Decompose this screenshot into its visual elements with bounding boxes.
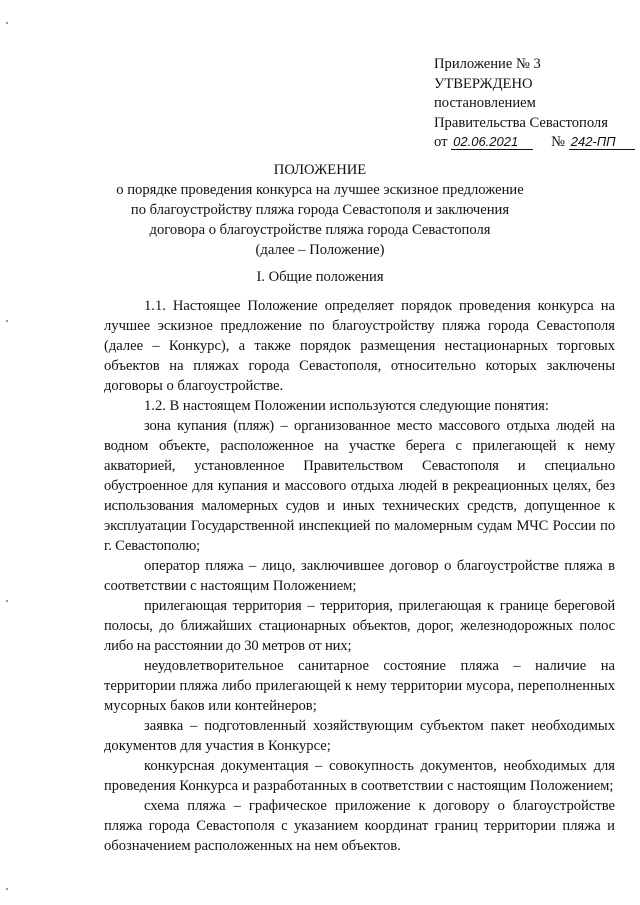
paragraph: прилегающая территория – территория, прилегающая к границе береговой полосы, до ближайших стационарных объектов, дорог, железнодорожных полос либо на расстоянии до 30 метров от них;: [104, 598, 615, 654]
appendix-number: Приложение № 3: [434, 56, 541, 72]
approval-block: [434, 55, 634, 153]
handwritten-date: 02.06.2021: [451, 134, 533, 150]
handwritten-number: 242-ПП: [569, 134, 635, 150]
document-title: [0, 160, 640, 260]
paragraph: 1.1. Настоящее Положение определяет порядок проведения конкурса на лучшее эскизное предложение по благоустройству пляжа города Севастополя (далее – Конкурс), а также порядок размещения нестационарных торговых объектов на пляжах города Севастополя, относительно которых заключены договоры о благоустройстве.: [104, 298, 615, 394]
number-label: №: [551, 134, 566, 150]
document-body: [104, 296, 615, 856]
resolution-label: постановлением: [434, 95, 536, 111]
title-line: договора о благоустройстве пляжа города Севастополя: [149, 222, 491, 238]
scan-speck: [6, 320, 8, 322]
government-label: Правительства Севастополя: [434, 114, 608, 131]
section-heading: I. Общие положения: [256, 269, 384, 285]
title-line: о порядке проведения конкурса на лучшее эскизное предложение: [116, 182, 524, 198]
from-label: от: [434, 134, 448, 150]
scan-speck: [6, 600, 8, 602]
scan-speck: [6, 888, 8, 890]
paragraph: неудовлетворительное санитарное состояние пляжа – наличие на территории пляжа либо прилегающей к нему территории мусора, переполненных мусорных баков или контейнеров;: [104, 658, 615, 714]
paragraph: оператор пляжа – лицо, заключившее договор о благоустройстве пляжа в соответствии с настоящим Положением;: [104, 558, 615, 594]
paragraph: 1.2. В настоящем Положении используются следующие понятия:: [144, 398, 549, 414]
scan-speck: [6, 22, 8, 24]
paragraph: зона купания (пляж) – организованное место массового отдыха людей на водном объекте, расположенное на участке берега с прилегающей к нему акваторией, установленное Правительством Севастополя и специально обустроенное для купания и массового отдыха людей в рекреационных целях, без использования маломерных судов и иных технических средств, допущенное к эксплуатации Государственной инспекцией по маломерным судам МЧС России по г. Севастополю;: [104, 418, 615, 554]
paragraph: схема пляжа – графическое приложение к договору о благоустройстве пляжа города Севастополя с указанием координат границ территории пляжа и обозначением расположенных на нем объектов.: [104, 798, 615, 854]
paragraph: конкурсная документация – совокупность документов, необходимых для проведения Конкурса и разработанных в соответствии с настоящим Положением;: [104, 758, 615, 794]
title-line: по благоустройству пляжа города Севастополя и заключения: [130, 202, 510, 218]
title-line: (далее – Положение): [255, 242, 385, 258]
date-number-line: [434, 133, 634, 153]
title-heading: ПОЛОЖЕНИЕ: [273, 162, 367, 178]
paragraph: заявка – подготовленный хозяйствующим субъектом пакет необходимых документов для участия в Конкурсе;: [104, 718, 615, 754]
approved-label: УТВЕРЖДЕНО: [434, 75, 533, 92]
